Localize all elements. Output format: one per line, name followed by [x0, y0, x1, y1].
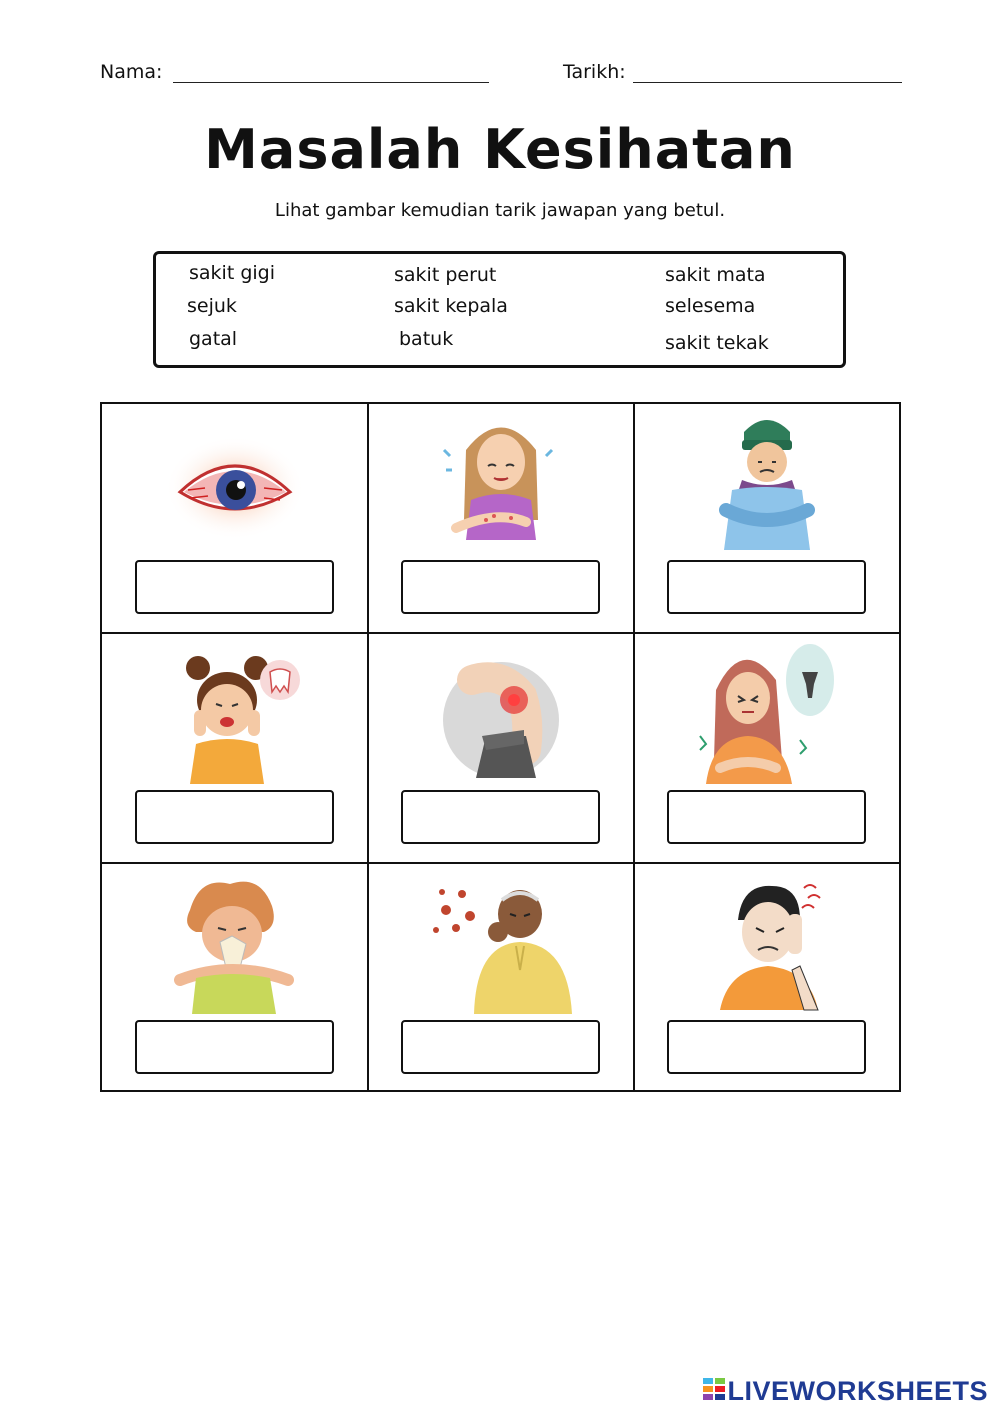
liveworksheets-logo [703, 1374, 988, 1408]
answer-box[interactable] [401, 1020, 600, 1074]
word-option[interactable]: sakit mata [665, 264, 766, 286]
page-title: Masalah Kesihatan [204, 118, 796, 181]
word-option[interactable]: sejuk [187, 295, 237, 317]
word-option[interactable]: sakit tekak [665, 332, 769, 354]
name-line[interactable] [173, 82, 489, 83]
word-bank [153, 251, 846, 368]
stomachache-woman-icon [692, 640, 842, 784]
word-option[interactable]: selesema [665, 295, 756, 317]
grid-cell [102, 634, 368, 864]
date-line[interactable] [633, 82, 902, 83]
cold-person-icon [692, 410, 842, 554]
grid-cell [634, 404, 900, 634]
word-option[interactable]: gatal [189, 328, 238, 350]
answer-box[interactable] [667, 1020, 866, 1074]
sneezing-boy-icon [160, 870, 310, 1014]
answer-grid [100, 402, 901, 1092]
headache-man-icon [692, 870, 842, 1014]
itchy-girl-icon [426, 410, 576, 554]
answer-box[interactable] [401, 790, 600, 844]
coughing-man-icon [426, 870, 576, 1014]
logo-icon [703, 1378, 727, 1404]
grid-cell [634, 634, 900, 864]
word-option[interactable]: sakit gigi [189, 262, 275, 284]
grid-cell [634, 864, 900, 1094]
grid-cell [368, 404, 634, 634]
date-label: Tarikh: [563, 61, 626, 83]
answer-box[interactable] [667, 790, 866, 844]
logo-text: LIVEWORKSHEETS [727, 1375, 988, 1406]
toothache-girl-icon [160, 640, 310, 784]
grid-cell [102, 864, 368, 1094]
answer-box[interactable] [135, 790, 334, 844]
answer-box[interactable] [135, 560, 334, 614]
word-option[interactable]: batuk [399, 328, 454, 350]
grid-cell [102, 404, 368, 634]
answer-box[interactable] [667, 560, 866, 614]
grid-cell [368, 634, 634, 864]
word-option[interactable]: sakit kepala [394, 295, 508, 317]
answer-box[interactable] [135, 1020, 334, 1074]
instruction-text: Lihat gambar kemudian tarik jawapan yang betul. [274, 200, 726, 221]
answer-box[interactable] [401, 560, 600, 614]
name-label: Nama: [100, 61, 163, 83]
red-eye-icon [160, 410, 310, 554]
sore-throat-icon [426, 640, 576, 784]
word-option[interactable]: sakit perut [394, 264, 497, 286]
grid-cell [368, 864, 634, 1094]
